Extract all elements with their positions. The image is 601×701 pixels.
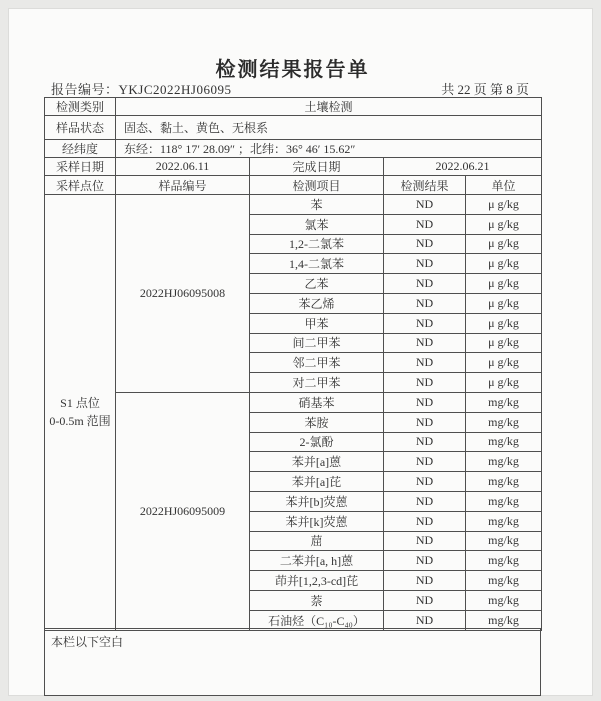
analyte-cell: 萘 xyxy=(250,590,384,610)
result-cell: ND xyxy=(384,333,466,353)
analyte-cell: 乙苯 xyxy=(250,274,384,294)
sampling-point-cell xyxy=(45,195,116,631)
results-table xyxy=(44,97,542,631)
analyte-cell: 苯 xyxy=(250,195,384,215)
unit-cell: mg/kg xyxy=(466,590,542,610)
page-title: 检测结果报告单 xyxy=(215,59,370,81)
coordinates-row xyxy=(45,140,542,158)
blank-section xyxy=(44,628,541,696)
unit-cell: mg/kg xyxy=(466,610,542,630)
sample-status-row xyxy=(45,116,542,140)
analyte-cell: 氯苯 xyxy=(250,214,384,234)
analyte-cell: 苯并[a]芘 xyxy=(250,472,384,492)
result-cell: ND xyxy=(384,195,466,215)
blank-section-note: 本栏以下空白 xyxy=(51,635,124,649)
coordinates-value: 东经：118° 17′ 28.09″ ；北纬：36° 46′ 15.62″ xyxy=(116,140,542,158)
result-cell: ND xyxy=(384,254,466,274)
result-cell: ND xyxy=(384,531,466,551)
sampling-date-value: 2022.06.11 xyxy=(116,158,250,176)
unit-cell: μ g/kg xyxy=(466,214,542,234)
analyte-cell: 邻二甲苯 xyxy=(250,353,384,373)
result-cell: ND xyxy=(384,392,466,412)
unit-cell: μ g/kg xyxy=(466,313,542,333)
result-cell: ND xyxy=(384,274,466,294)
dates-row xyxy=(45,158,542,176)
result-cell: ND xyxy=(384,234,466,254)
analyte-cell: 1,4-二氯苯 xyxy=(250,254,384,274)
analyte-cell: 硝基苯 xyxy=(250,392,384,412)
header-analyte: 检测项目 xyxy=(250,176,384,195)
result-cell: ND xyxy=(384,491,466,511)
analyte-cell: 苯乙烯 xyxy=(250,293,384,313)
header-sampling-point: 采样点位 xyxy=(45,176,116,195)
unit-cell: mg/kg xyxy=(466,491,542,511)
coordinates-label: 经纬度 xyxy=(45,140,116,158)
unit-cell: μ g/kg xyxy=(466,373,542,393)
analyte-cell: 间二甲苯 xyxy=(250,333,384,353)
report-number xyxy=(51,79,231,98)
table-row xyxy=(45,392,542,412)
analyte-cell: 1,2-二氯苯 xyxy=(250,234,384,254)
table-row xyxy=(45,195,542,215)
result-cell: ND xyxy=(384,610,466,630)
report-number-label: 报告编号： xyxy=(51,82,119,97)
sample-status-value: 固态、黏土、黄色、无根系 xyxy=(116,116,542,140)
result-cell: ND xyxy=(384,511,466,531)
finish-date-label: 完成日期 xyxy=(250,158,384,176)
unit-cell: mg/kg xyxy=(466,452,542,472)
pagination-indicator: 共 22 页 第 8 页 xyxy=(441,82,529,97)
sample-no-cell: 2022HJ06095008 xyxy=(116,195,250,393)
unit-cell: mg/kg xyxy=(466,551,542,571)
unit-cell: mg/kg xyxy=(466,531,542,551)
report-number-value: YKJC2022HJ06095 xyxy=(118,82,232,97)
result-cell: ND xyxy=(384,452,466,472)
category-row xyxy=(45,98,542,116)
result-cell: ND xyxy=(384,472,466,492)
result-cell: ND xyxy=(384,313,466,333)
analyte-cell: 甲苯 xyxy=(250,313,384,333)
analyte-cell: 茚并[1,2,3-cd]芘 xyxy=(250,571,384,591)
unit-cell: μ g/kg xyxy=(466,254,542,274)
result-cell: ND xyxy=(384,373,466,393)
unit-cell: μ g/kg xyxy=(466,195,542,215)
result-cell: ND xyxy=(384,214,466,234)
analyte-cell: 苯并[a]蒽 xyxy=(250,452,384,472)
unit-cell: μ g/kg xyxy=(466,274,542,294)
result-cell: ND xyxy=(384,353,466,373)
result-cell: ND xyxy=(384,293,466,313)
analyte-cell: 二苯并[a, h]蒽 xyxy=(250,551,384,571)
unit-cell: mg/kg xyxy=(466,392,542,412)
sampling-date-label: 采样日期 xyxy=(45,158,116,176)
analyte-cell: 苯并[b]荧蒽 xyxy=(250,491,384,511)
category-label: 检测类别 xyxy=(45,98,116,116)
unit-cell: μ g/kg xyxy=(466,234,542,254)
analyte-cell: 石油烃（C₁₀-C₄₀） xyxy=(250,610,384,630)
result-cell: ND xyxy=(384,590,466,610)
header-result: 检测结果 xyxy=(384,176,466,195)
analyte-cell: 苯胺 xyxy=(250,412,384,432)
category-value: 土壤检测 xyxy=(116,98,542,116)
finish-date-value: 2022.06.21 xyxy=(384,158,542,176)
sample-status-label: 样品状态 xyxy=(45,116,116,140)
unit-cell: mg/kg xyxy=(466,412,542,432)
unit-cell: μ g/kg xyxy=(466,353,542,373)
unit-cell: mg/kg xyxy=(466,432,542,452)
result-cell: ND xyxy=(384,551,466,571)
header-unit: 单位 xyxy=(466,176,542,195)
results-body xyxy=(45,195,542,631)
unit-cell: mg/kg xyxy=(466,571,542,591)
sampling-point-line1: S1 点位 xyxy=(60,396,100,411)
analyte-cell: 对二甲苯 xyxy=(250,373,384,393)
unit-cell: μ g/kg xyxy=(466,293,542,313)
unit-cell: μ g/kg xyxy=(466,333,542,353)
analyte-cell: 䓛 xyxy=(250,531,384,551)
unit-cell: mg/kg xyxy=(466,511,542,531)
header-sample-no: 样品编号 xyxy=(116,176,250,195)
analyte-cell: 2-氯酚 xyxy=(250,432,384,452)
analyte-cell: 苯并[k]荧蒽 xyxy=(250,511,384,531)
sample-no-cell: 2022HJ06095009 xyxy=(116,392,250,630)
document-sheet xyxy=(8,8,593,696)
report-meta-line xyxy=(51,79,529,98)
result-cell: ND xyxy=(384,432,466,452)
column-header-row xyxy=(45,176,542,195)
sampling-point-line2: 0-0.5m 范围 xyxy=(49,414,111,429)
result-cell: ND xyxy=(384,571,466,591)
result-cell: ND xyxy=(384,412,466,432)
unit-cell: mg/kg xyxy=(466,472,542,492)
